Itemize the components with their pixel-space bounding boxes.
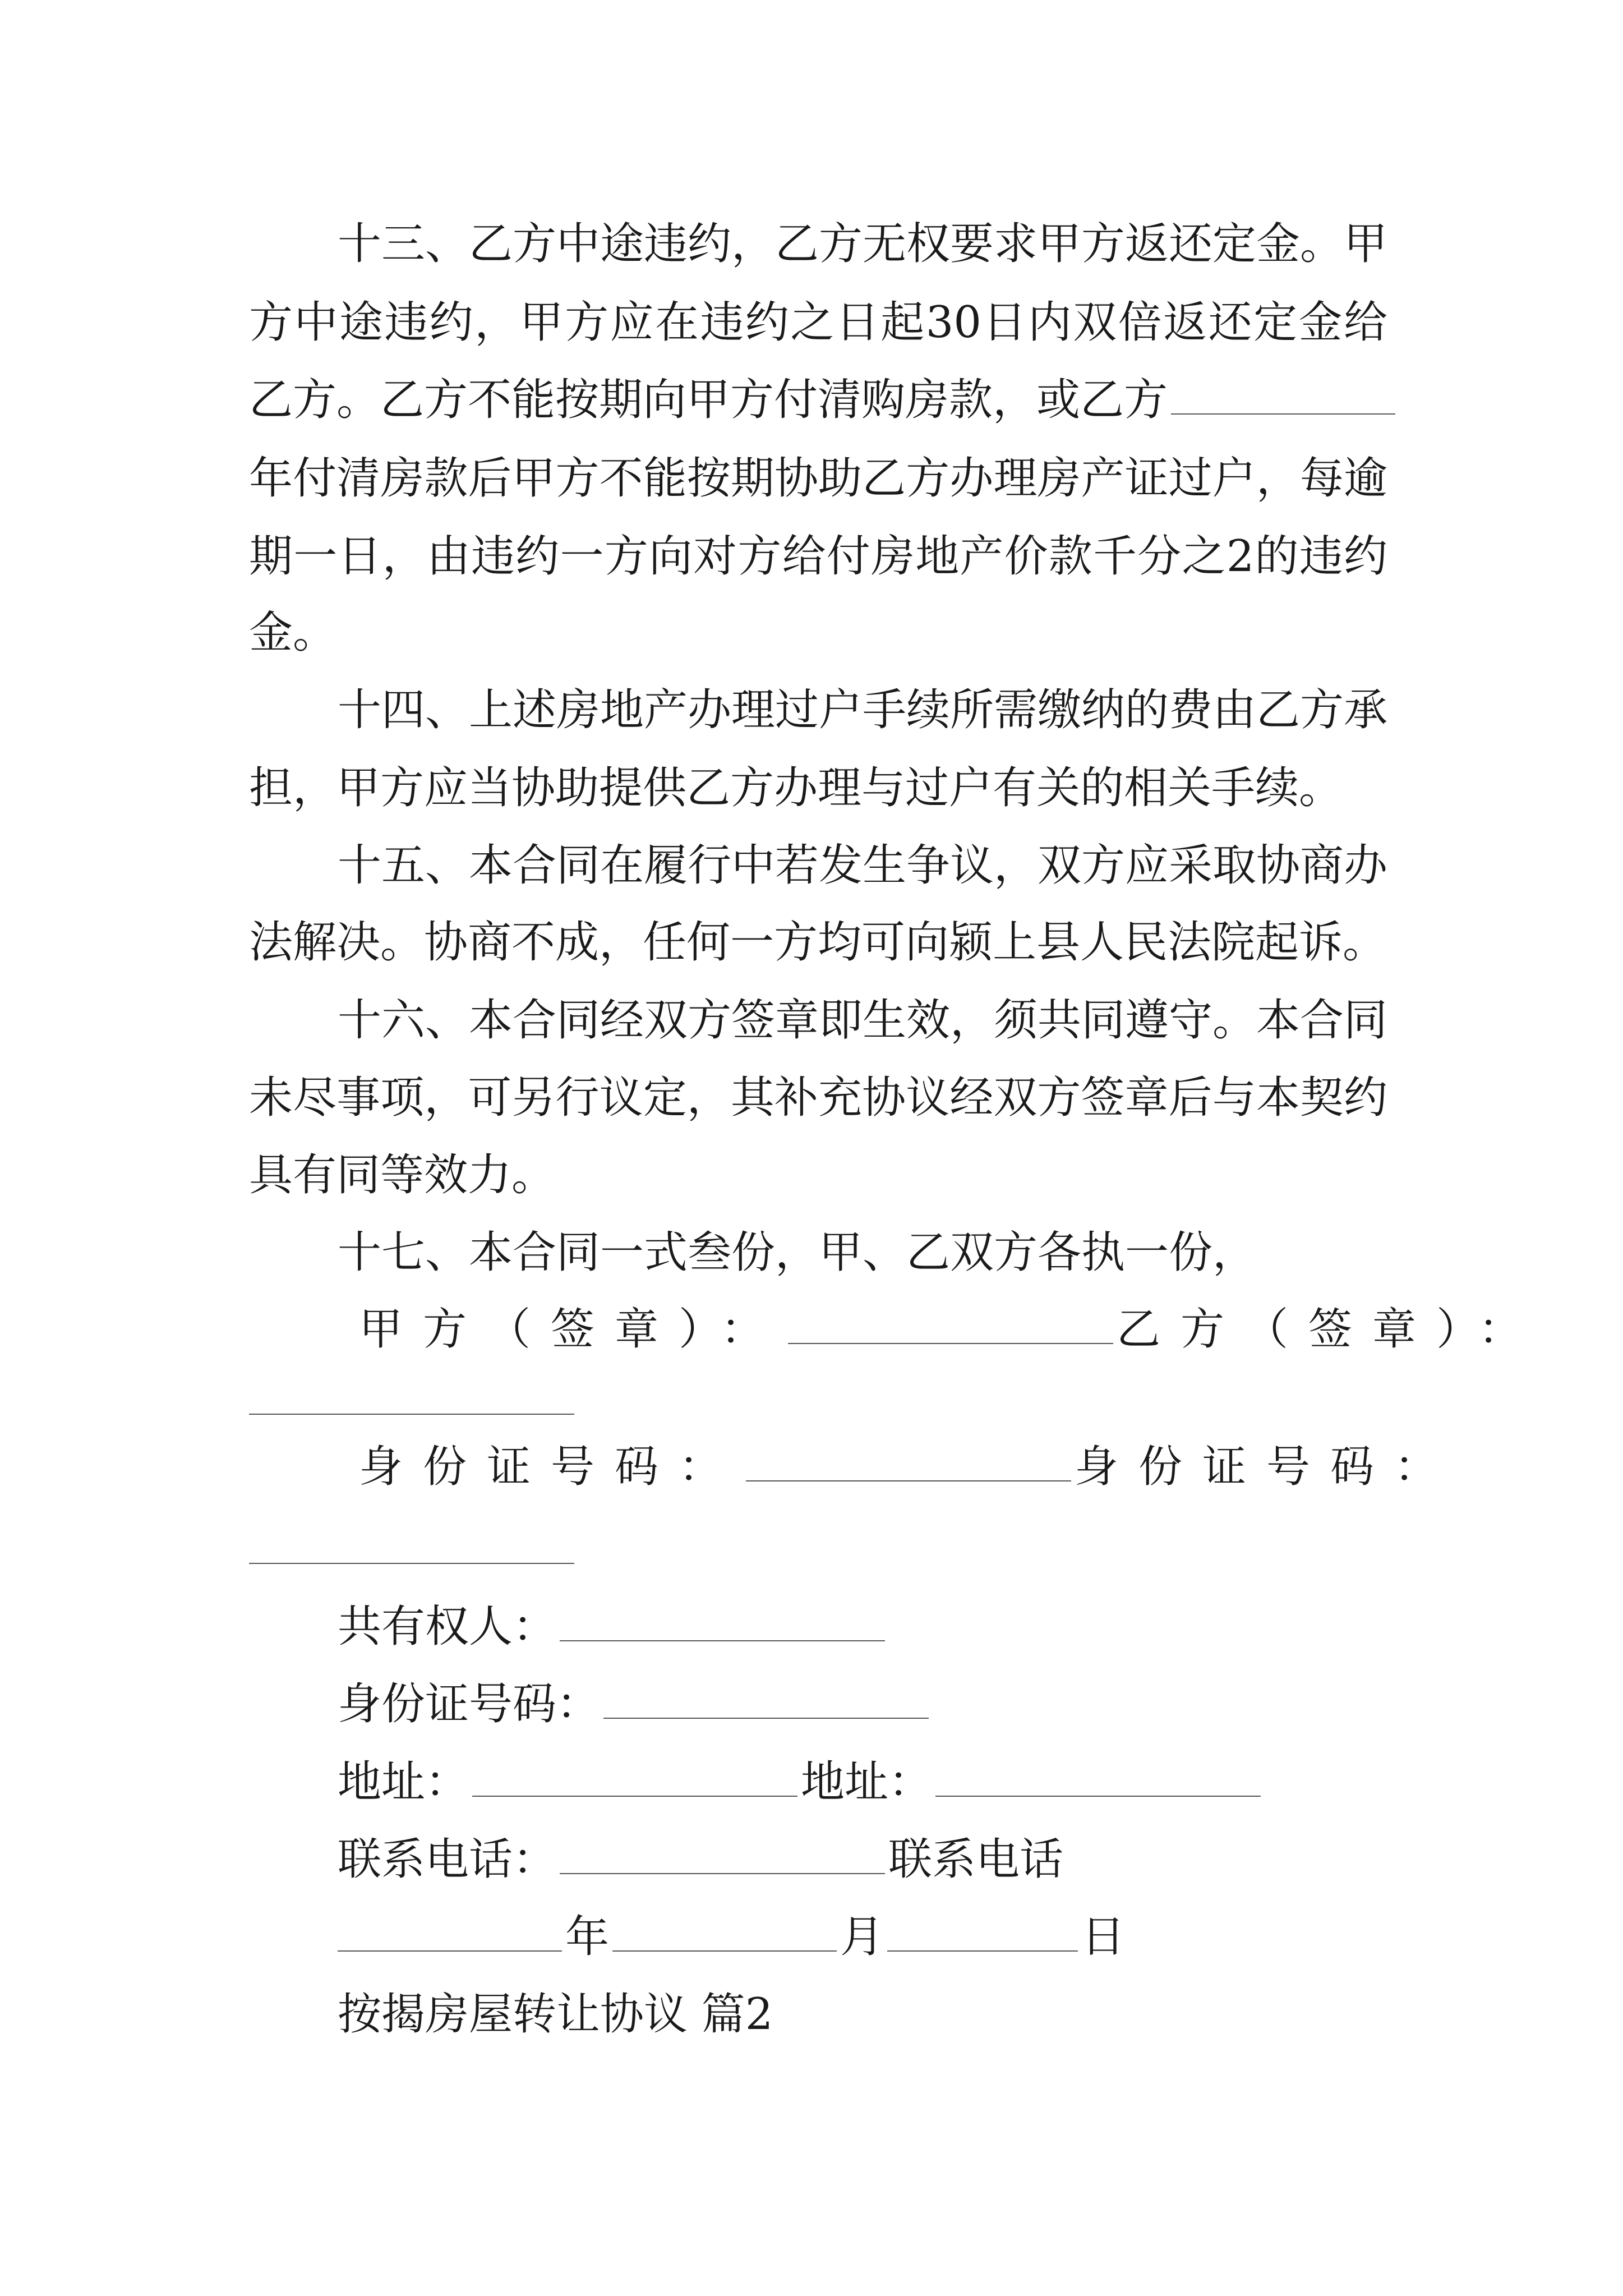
co-owner-field[interactable]	[560, 1605, 885, 1641]
party-b-signature-field[interactable]	[249, 1412, 574, 1415]
id-a-label: 身份证号码：	[359, 1442, 743, 1492]
party-a-signature-field[interactable]	[788, 1308, 1113, 1344]
address-b-field[interactable]	[935, 1761, 1261, 1797]
address-b-label: 地址：	[801, 1757, 933, 1807]
clause-13-line-2: 方中途违约，甲方应在违约之日起30日内双倍返还定金给	[249, 297, 1387, 348]
clause-14-line-1: 十四、上述房地产办理过户手续所需缴纳的费由乙方承	[338, 685, 1388, 735]
date-row	[338, 1909, 1387, 1965]
co-owner-row	[338, 1599, 1387, 1655]
address-a-field[interactable]	[472, 1761, 797, 1797]
clause-13-line-5: 期一日，由违约一方向对方给付房地产价款千分之2的违约	[249, 531, 1387, 582]
party-b-label: 乙方（签章）：	[1117, 1304, 1543, 1355]
phone-row	[338, 1832, 1387, 1888]
clause-13-line-4: 年付清房款后甲方不能按期协助乙方办理房产证过户，每逾	[249, 453, 1387, 504]
phone-a-label: 联系电话：	[338, 1834, 557, 1885]
year-blank[interactable]	[1171, 379, 1395, 415]
clause-17: 十七、本合同一式叁份，甲、乙双方各执一份，	[338, 1227, 1257, 1278]
id-b-field[interactable]	[249, 1562, 574, 1564]
signature-row	[359, 1301, 1543, 1358]
clause-13-line-3	[249, 372, 1387, 428]
clause-13-line-1: 十三、乙方中途违约，乙方无权要求甲方返还定金。甲	[338, 219, 1388, 269]
co-owner-id-field[interactable]	[603, 1683, 929, 1719]
year-field[interactable]	[338, 1916, 562, 1952]
month-label: 月	[840, 1912, 884, 1962]
address-a-label: 地址：	[338, 1757, 469, 1807]
clause-13-line-6: 金。	[249, 608, 337, 658]
month-field[interactable]	[612, 1916, 837, 1952]
next-section-title: 按揭房屋转让协议 篇2	[338, 1989, 773, 2040]
clause-13-line-3-text: 乙方。乙方不能按期向甲方付清购房款，或乙方	[249, 375, 1168, 425]
co-owner-label: 共有权人：	[338, 1602, 557, 1652]
id-row	[359, 1439, 1459, 1495]
clause-16-line-3: 具有同等效力。	[249, 1150, 556, 1200]
clause-16-line-1: 十六、本合同经双方签章即生效，须共同遵守。本合同	[338, 995, 1388, 1046]
clause-16-line-2: 未尽事项，可另行议定，其补充协议经双方签章后与本契约	[249, 1073, 1387, 1123]
clause-14-line-2: 担，甲方应当协助提供乙方办理与过户有关的相关手续。	[249, 763, 1343, 813]
phone-b-label: 联系电话	[888, 1834, 1064, 1885]
day-label: 日	[1081, 1912, 1126, 1962]
id-b-label: 身份证号码：	[1075, 1442, 1459, 1492]
id-a-field[interactable]	[746, 1446, 1071, 1481]
clause-15-line-2: 法解决。协商不成，任何一方均可向颍上县人民法院起诉。	[249, 917, 1387, 968]
address-row	[338, 1754, 1387, 1810]
year-label: 年	[565, 1912, 610, 1962]
clause-15-line-1: 十五、本合同在履行中若发生争议，双方应采取协商办	[338, 840, 1388, 891]
co-owner-id-row	[338, 1676, 1387, 1732]
phone-a-field[interactable]	[560, 1838, 885, 1874]
day-field[interactable]	[887, 1916, 1078, 1952]
co-owner-id-label: 身份证号码：	[338, 1679, 601, 1729]
party-a-label: 甲方（签章）：	[359, 1304, 785, 1355]
